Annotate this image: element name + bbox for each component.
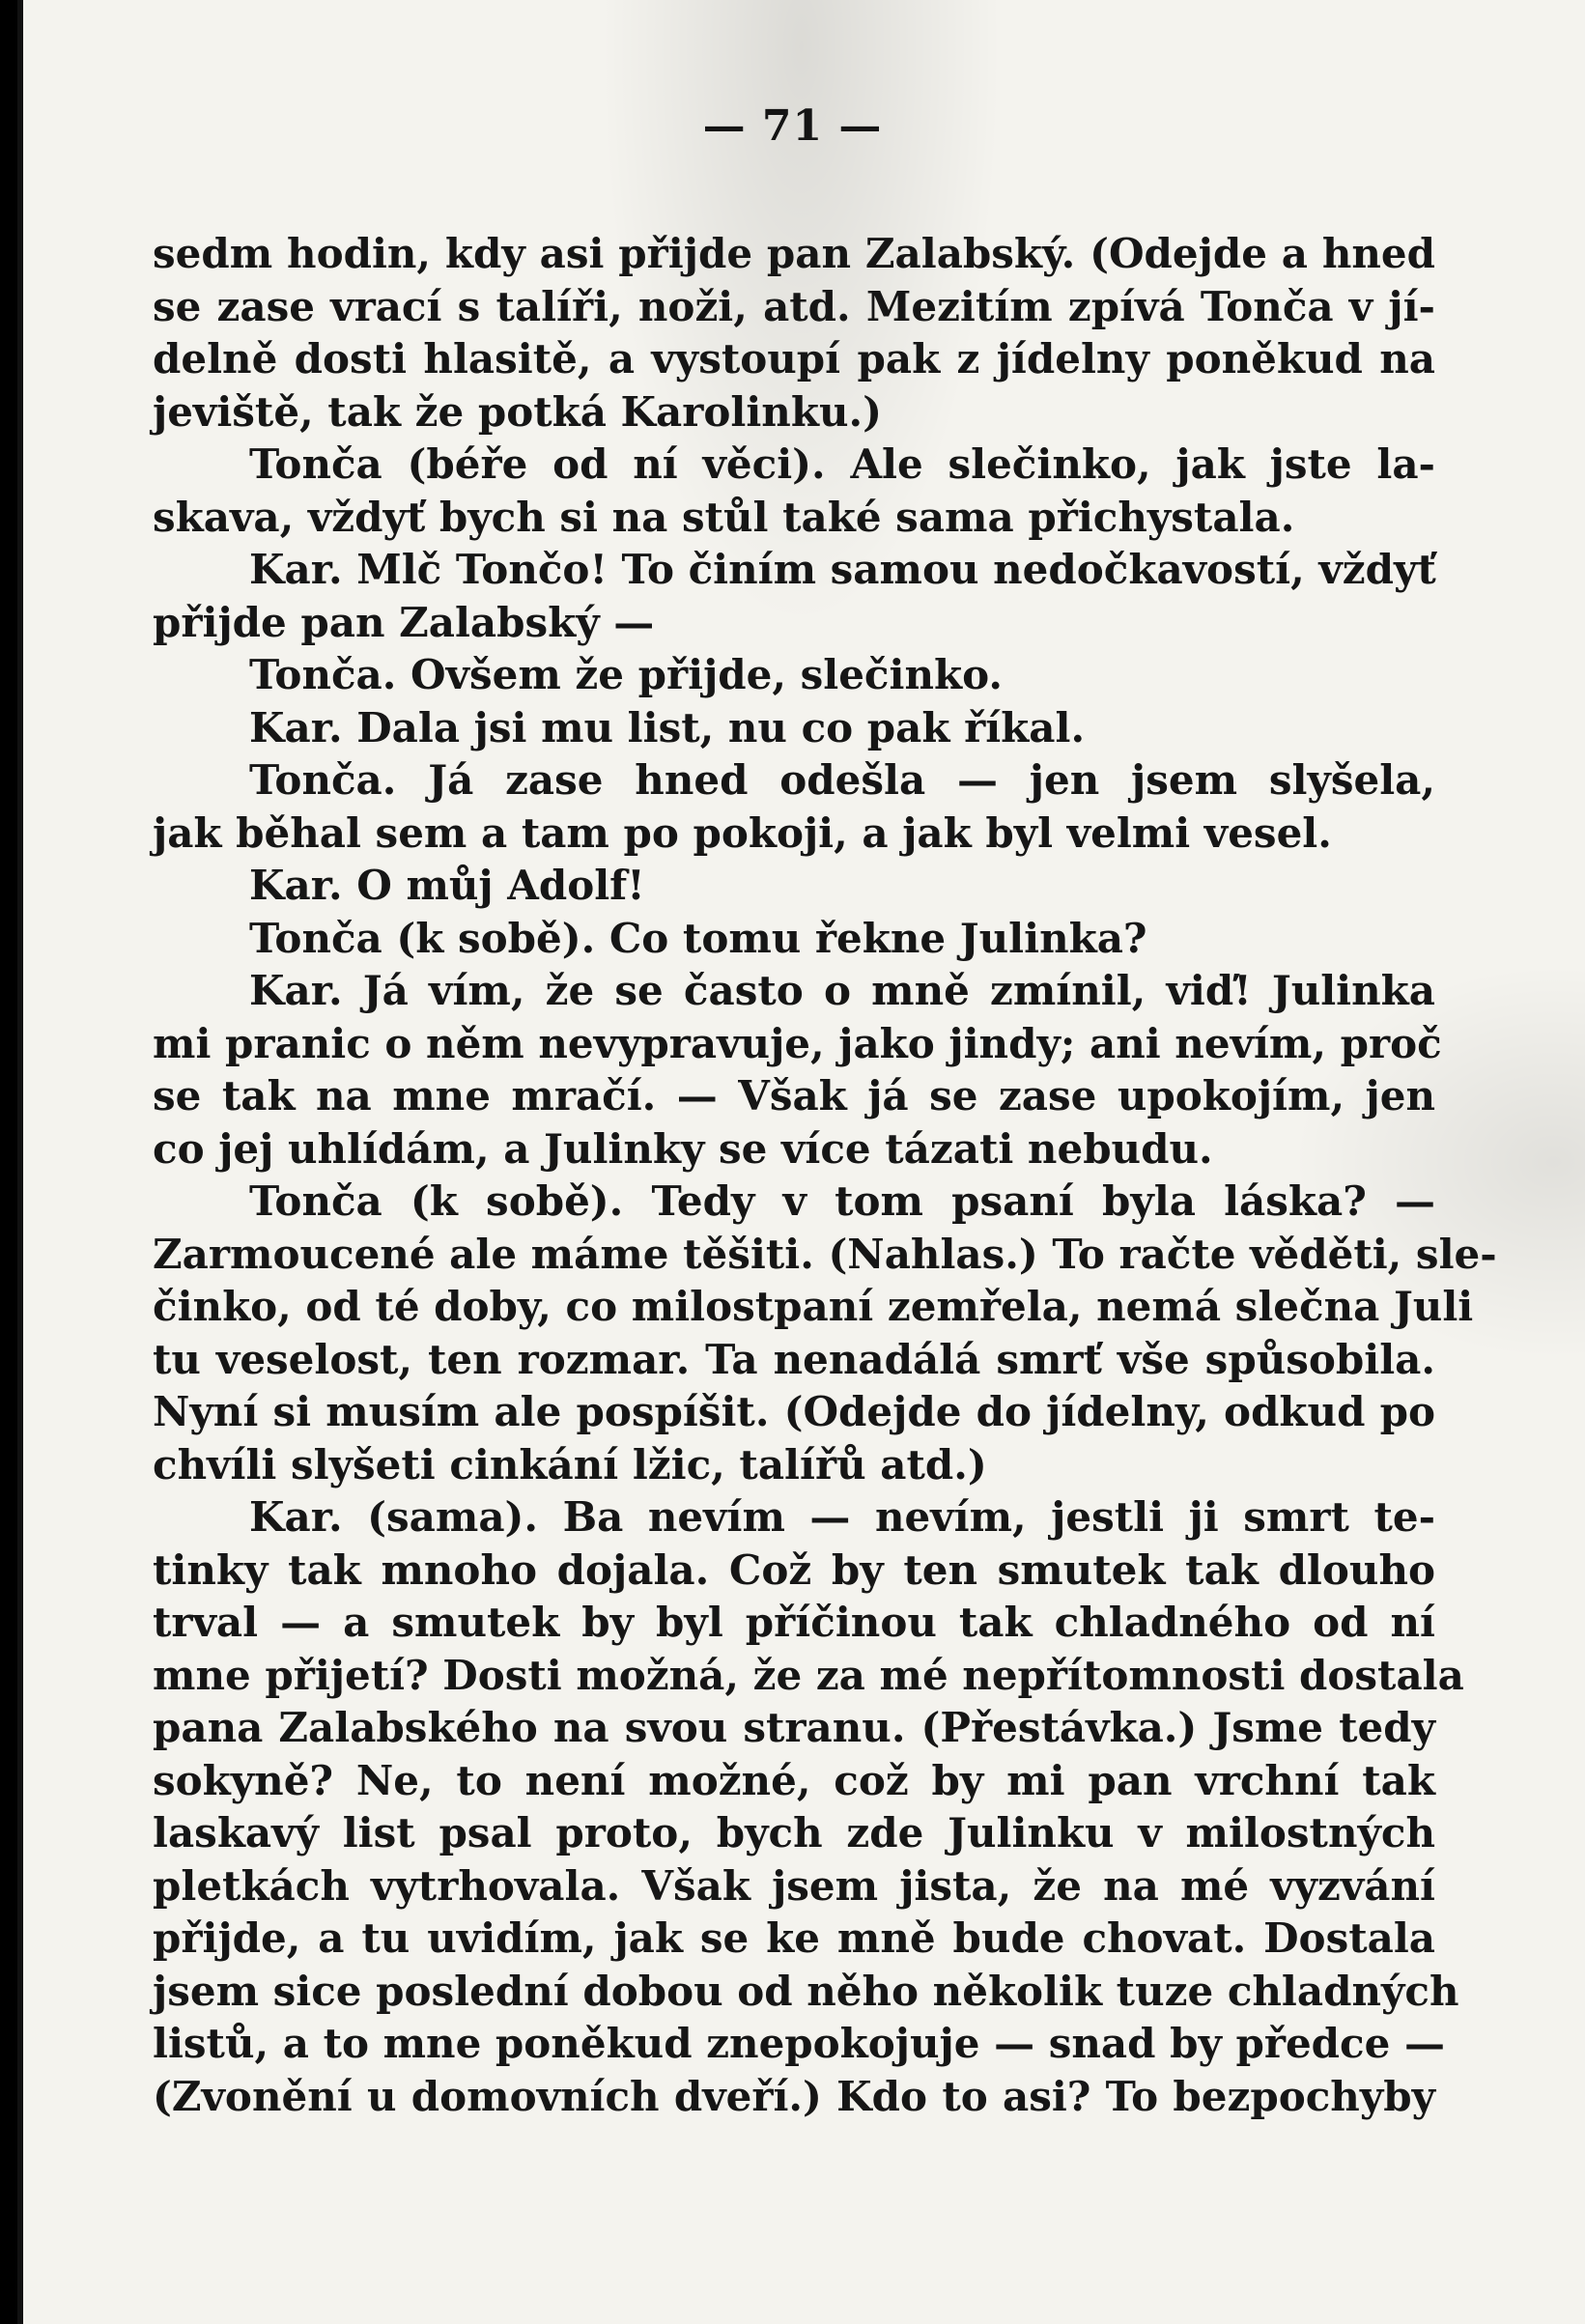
text-line: (Zvonění u domovních dveří.) Kdo to asi? To bezpochyby <box>153 2072 1435 2120</box>
text-line: mne přijetí? Dosti možná, že za mé nepřítomnosti dostala <box>153 1651 1464 1699</box>
text-line: Tonča (béře od ní věci). Ale slečinko, jak jste la- <box>249 440 1435 488</box>
text-line: Zarmoucené ale máme těšiti. (Nahlas.) To račte věděti, sle- <box>153 1230 1497 1278</box>
text-line: laskavý list psal proto, bych zde Julinku v milostných <box>153 1809 1435 1856</box>
text-line: pana Zalabského na svou stranu. (Přestávka.) Jsme tedy <box>153 1704 1435 1751</box>
page-text-block <box>153 228 1497 2123</box>
text-line: Tonča. Ovšem že přijde, slečinko. <box>249 651 1003 698</box>
text-line: chvíli slyšeti cinkání lžic, talířů atd.) <box>153 1440 987 1488</box>
text-line: Kar. Mlč Tončo! To činím samou nedočkavostí, vždyť <box>249 546 1436 593</box>
text-line: Nyní si musím ale pospíšit. (Odejde do jídelny, odkud po <box>153 1388 1435 1435</box>
text-line: trval — a smutek by byl příčinou tak chladného od ní <box>153 1599 1435 1646</box>
text-line: jsem sice poslední dobou od něho několik tuze chladných <box>153 1967 1459 2015</box>
text-line: listů, a to mne poněkud znepokojuje — snad by předce — <box>153 2020 1445 2067</box>
text-line: tu veselost, ten rozmar. Ta nenadálá smrť vše spůsobila. <box>153 1335 1435 1383</box>
text-line: se tak na mne mračí. — Však já se zase upokojím, jen <box>153 1072 1435 1119</box>
text-line: Kar. O můj Adolf! <box>249 862 645 909</box>
text-line: pletkách vytrhovala. Však jsem jista, že na mé vyzvání <box>153 1861 1435 1910</box>
page-number: — 71 — <box>702 101 883 151</box>
text-line: Kar. (sama). Ba nevím — nevím, jestli ji smrt te- <box>249 1493 1435 1541</box>
text-line: sokyně? Ne, to není možné, což by mi pan vrchní tak <box>153 1756 1435 1804</box>
text-line: jeviště, tak že potká Karolinku.) <box>153 387 882 436</box>
text-line: Tonča (k sobě). Tedy v tom psaní byla láska? — <box>249 1177 1435 1225</box>
text-line: se zase vrací s talíři, noži, atd. Mezitím zpívá Tonča v jí- <box>153 282 1435 330</box>
book-page <box>17 0 1585 2324</box>
text-line: přijde, a tu uvidím, jak se ke mně bude chovat. Dostala <box>153 1914 1435 1962</box>
text-line: jak běhal sem a tam po pokoji, a jak byl velmi vesel. <box>153 808 1332 857</box>
text-line: co jej uhlídám, a Julinky se více tázati nebudu. <box>153 1124 1213 1173</box>
text-line: činko, od té doby, co milostpaní zemřela, nemá slečna Juli <box>153 1283 1474 1330</box>
text-line: Tonča (k sobě). Co tomu řekne Julinka? <box>249 914 1147 962</box>
text-line: Kar. Dala jsi mu list, nu co pak říkal. <box>249 703 1086 751</box>
text-line: tinky tak mnoho dojala. Což by ten smutek tak dlouho <box>153 1545 1435 1594</box>
text-line: Kar. Já vím, že se často o mně zmínil, viď! Julinka <box>249 967 1435 1014</box>
text-line: Tonča. Já zase hned odešla — jen jsem slyšela, <box>249 756 1435 804</box>
text-line: přijde pan Zalabský — <box>153 598 655 646</box>
text-line: sedm hodin, kdy asi přijde pan Zalabský. (Odejde a hned <box>153 230 1435 277</box>
page-spine-edge <box>17 0 23 2324</box>
text-line: skava, vždyť bych si na stůl také sama přichystala. <box>153 493 1295 541</box>
text-line: mi pranic o něm nevypravuje, jako jindy; ani nevím, proč <box>153 1019 1442 1067</box>
text-line: delně dosti hlasitě, a vystoupí pak z jídelny poněkud na <box>153 335 1435 383</box>
